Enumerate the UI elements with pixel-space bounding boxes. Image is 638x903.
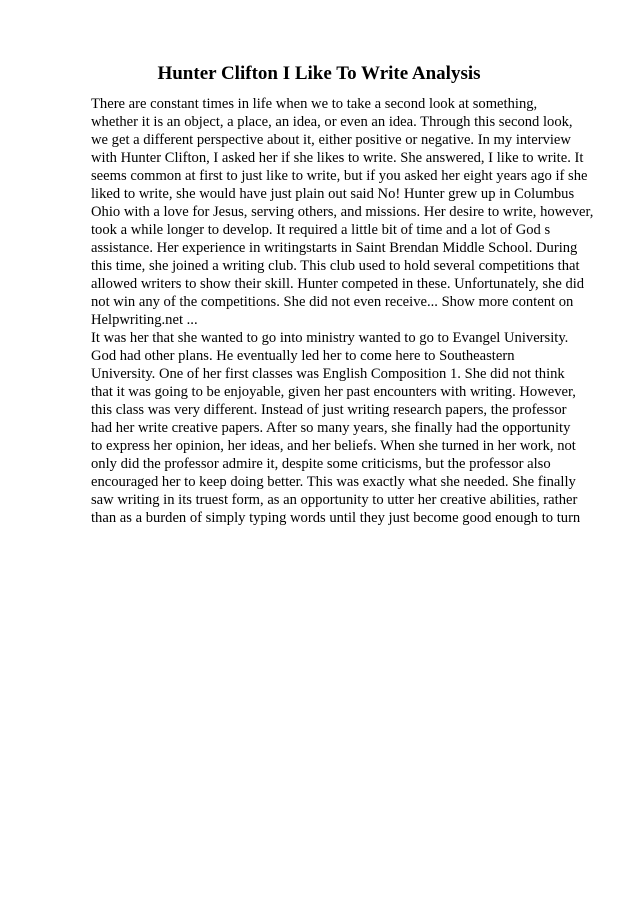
body-line: to express her opinion, her ideas, and her beliefs. When she turned in her work, not	[91, 438, 576, 454]
body-line: liked to write, she would have just plain out said No! Hunter grew up in Columbus	[91, 186, 575, 202]
body-line: that it was going to be enjoyable, given her past encounters with writing. However,	[91, 384, 576, 400]
body-line: took a while longer to develop. It required a little bit of time and a lot of God s	[91, 222, 551, 238]
body-line: had her write creative papers. After so many years, she finally had the opportunity	[91, 420, 571, 436]
body-line: University. One of her first classes was English Composition 1. She did not think	[91, 366, 565, 382]
body-line: only did the professor admire it, despite some criticisms, but the professor also	[91, 456, 551, 472]
body-line: assistance. Her experience in writingstarts in Saint Brendan Middle School. During	[91, 240, 578, 256]
body-line: not win any of the competitions. She did not even receive... Show more content on	[91, 294, 574, 310]
body-line: seems common at first to just like to write, but if you asked her eight years ago if she	[91, 168, 588, 184]
body-line: this class was very different. Instead of just writing research papers, the professor	[91, 402, 567, 418]
body-line: Helpwriting.net ...	[91, 312, 198, 328]
body-line: with Hunter Clifton, I asked her if she likes to write. She answered, I like to write. It	[91, 150, 584, 166]
body-line: we get a different perspective about it, either positive or negative. In my interview	[91, 132, 571, 148]
body-line: allowed writers to show their skill. Hunter competed in these. Unfortunately, she did	[91, 276, 585, 292]
document-body	[91, 95, 594, 527]
body-line: than as a burden of simply typing words until they just become good enough to turn	[91, 510, 581, 526]
body-line: Ohio with a love for Jesus, serving others, and missions. Her desire to write, however,	[91, 204, 594, 220]
body-line: There are constant times in life when we to take a second look at something,	[91, 96, 538, 112]
body-line: encouraged her to keep doing better. This was exactly what she needed. She finally	[91, 474, 576, 490]
body-line: saw writing in its truest form, as an opportunity to utter her creative abilities, rather	[91, 492, 578, 508]
body-line: God had other plans. He eventually led her to come here to Southeastern	[91, 348, 515, 364]
body-line: this time, she joined a writing club. This club used to hold several competitions that	[91, 258, 580, 274]
body-line: whether it is an object, a place, an idea, or even an idea. Through this second look,	[91, 114, 573, 130]
body-line: It was her that she wanted to go into ministry wanted to go to Evangel University.	[91, 330, 569, 346]
document-title: Hunter Clifton I Like To Write Analysis	[157, 63, 481, 84]
